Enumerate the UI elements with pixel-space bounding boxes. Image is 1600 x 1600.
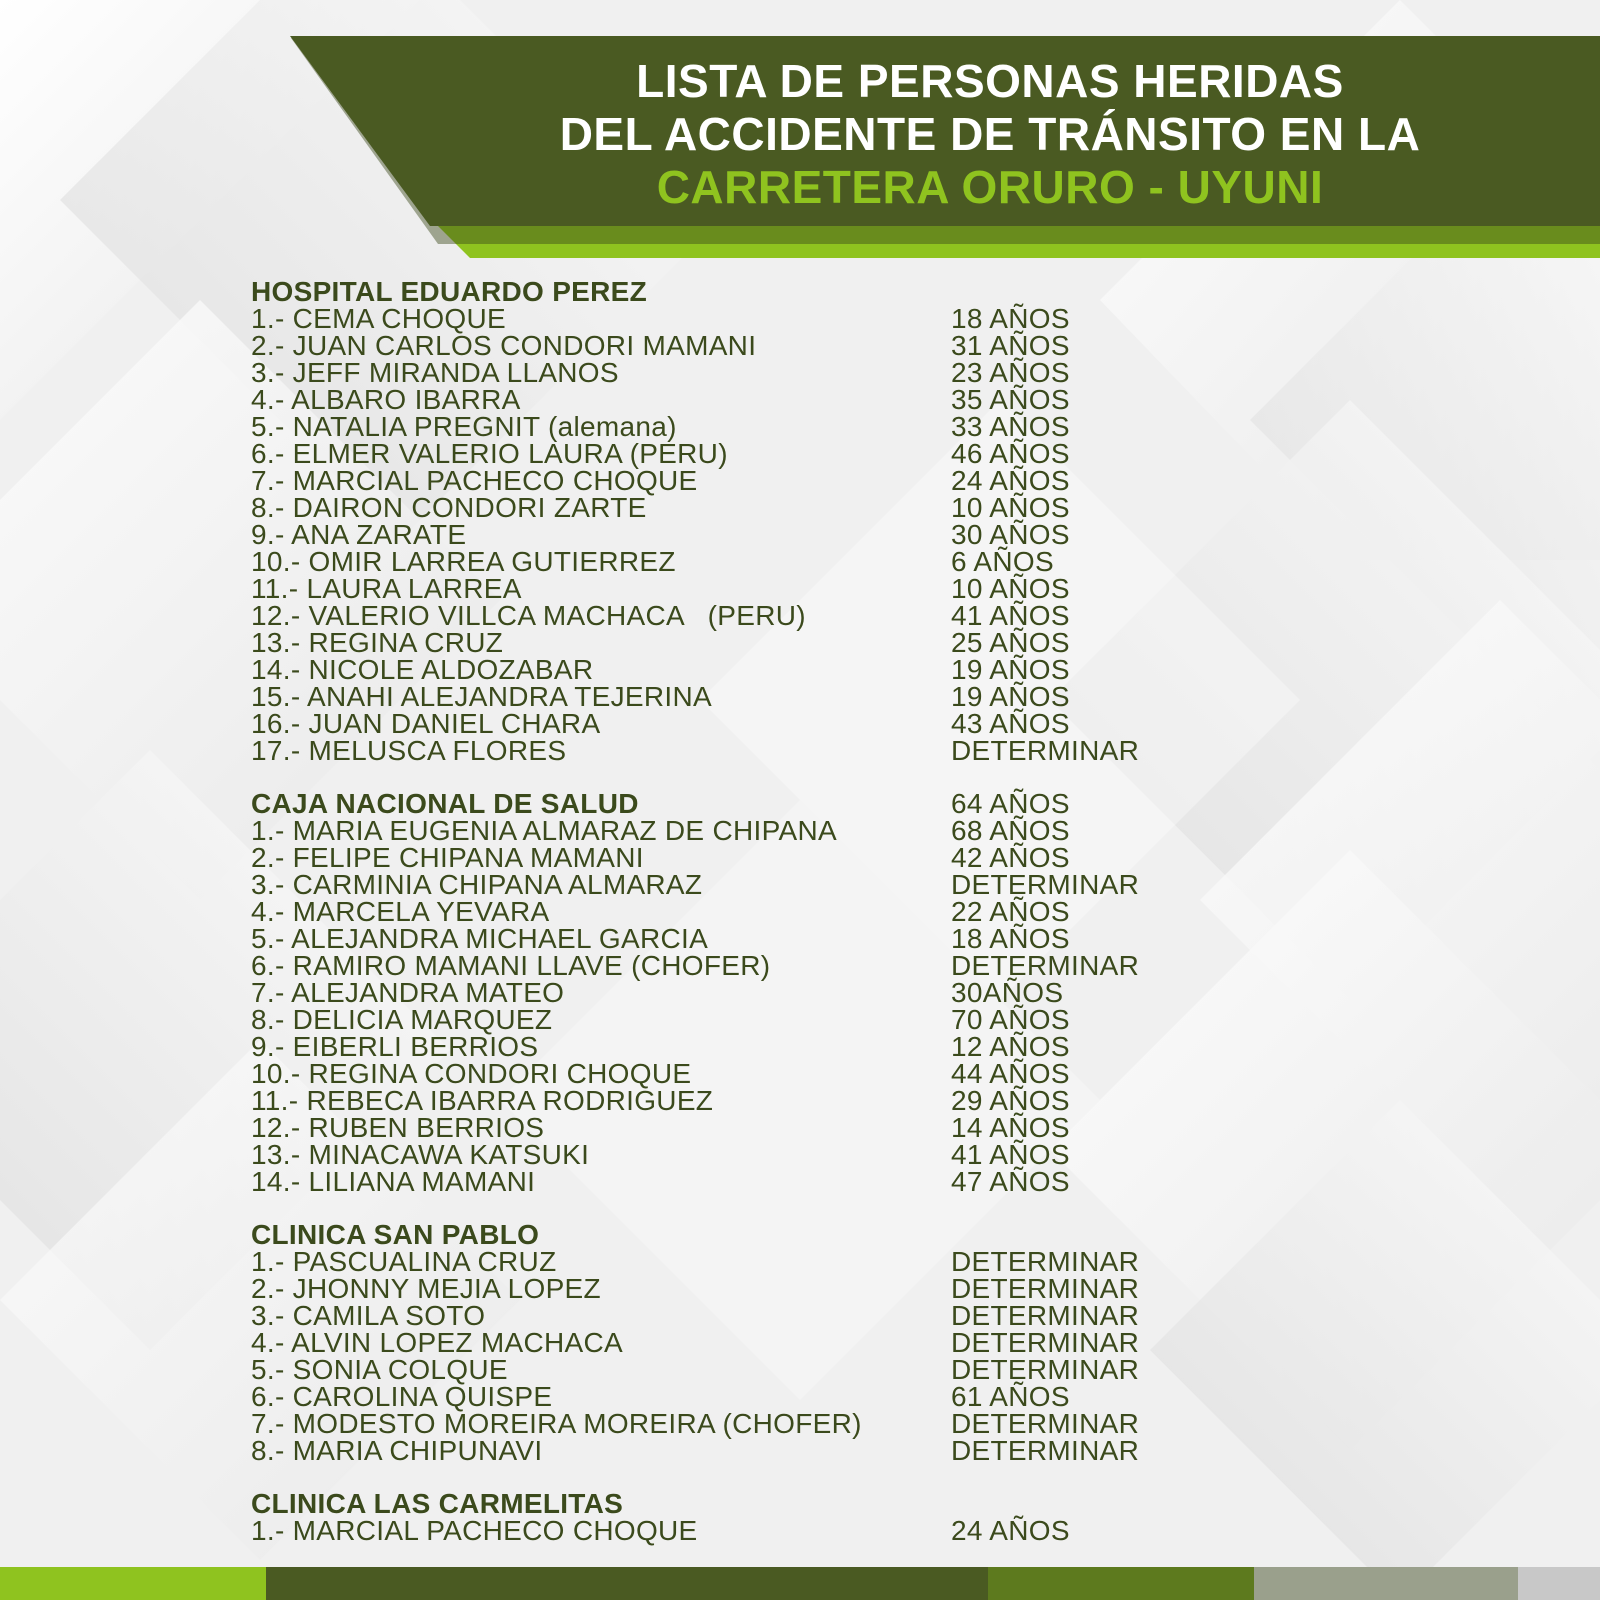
section-title: CLINICA LAS CARMELITAS (251, 1488, 624, 1519)
section-title: HOSPITAL EDUARDO PEREZ (251, 276, 648, 307)
patient-age: 30AÑOS (951, 977, 1064, 1008)
list-item (251, 548, 1251, 575)
page-title (470, 55, 1510, 214)
list-item (251, 1356, 1251, 1383)
patient-name: 7.- ALEJANDRA MATEO (251, 977, 565, 1008)
patient-age: 19 AÑOS (951, 681, 1070, 712)
list-item (251, 1383, 1251, 1410)
list-item (251, 629, 1251, 656)
patient-age: 18 AÑOS (951, 303, 1070, 334)
section-header (251, 1490, 1251, 1517)
patient-name: 17.- MELUSCA FLORES (251, 735, 567, 766)
patient-name: 1.- MARCIAL PACHECO CHOQUE (251, 1515, 698, 1546)
patient-name: 8.- MARIA CHIPUNAVI (251, 1435, 543, 1466)
patient-list (251, 278, 1251, 1570)
section-caja-nacional-de-salud (251, 790, 1251, 1195)
list-item (251, 683, 1251, 710)
patient-age: 24 AÑOS (951, 465, 1070, 496)
list-item (251, 359, 1251, 386)
list-item (251, 575, 1251, 602)
footer-segment-light-gray (1518, 1567, 1600, 1600)
list-item (251, 521, 1251, 548)
list-item (251, 925, 1251, 952)
footer-segment-green (988, 1567, 1254, 1600)
list-item (251, 844, 1251, 871)
section-title: CLINICA SAN PABLO (251, 1219, 540, 1250)
section-header-age: 64 AÑOS (951, 788, 1070, 819)
patient-name: 1.- PASCUALINA CRUZ (251, 1246, 557, 1277)
patient-name: 4.- MARCELA YEVARA (251, 896, 550, 927)
patient-age: 42 AÑOS (951, 842, 1070, 873)
section-header (251, 278, 1251, 305)
patient-age: 43 AÑOS (951, 708, 1070, 739)
patient-age: DETERMINAR (951, 1408, 1140, 1439)
title-line-3: CARRETERA ORURO - UYUNI (656, 161, 1324, 213)
patient-age: 12 AÑOS (951, 1031, 1070, 1062)
patient-name: 8.- DELICIA MARQUEZ (251, 1004, 553, 1035)
patient-name: 5.- ALEJANDRA MICHAEL GARCIA (251, 923, 709, 954)
section-header (251, 790, 1251, 817)
patient-age: 47 AÑOS (951, 1166, 1070, 1197)
list-item (251, 871, 1251, 898)
patient-name: 1.- MARIA EUGENIA ALMARAZ DE CHIPANA (251, 815, 837, 846)
list-item (251, 1060, 1251, 1087)
list-item (251, 1275, 1251, 1302)
list-item (251, 1517, 1251, 1544)
list-item (251, 1033, 1251, 1060)
patient-name: 4.- ALVIN LOPEZ MACHACA (251, 1327, 624, 1358)
patient-name: 13.- MINACAWA KATSUKI (251, 1139, 590, 1170)
patient-name: 11.- LAURA LARREA (251, 573, 522, 604)
list-item (251, 494, 1251, 521)
footer-color-bar (0, 1567, 1600, 1600)
patient-name: 5.- NATALIA PREGNIT (alemana) (251, 411, 677, 442)
list-item (251, 1141, 1251, 1168)
list-item (251, 1114, 1251, 1141)
patient-age: DETERMINAR (951, 869, 1140, 900)
patient-age: 35 AÑOS (951, 384, 1070, 415)
list-item (251, 817, 1251, 844)
patient-age: 68 AÑOS (951, 815, 1070, 846)
patient-name: 8.- DAIRON CONDORI ZARTE (251, 492, 647, 523)
patient-name: 6.- RAMIRO MAMANI LLAVE (CHOFER) (251, 950, 771, 981)
patient-name: 3.- CARMINIA CHIPANA ALMARAZ (251, 869, 703, 900)
section-title: CAJA NACIONAL DE SALUD (251, 788, 639, 819)
patient-age: 6 AÑOS (951, 546, 1054, 577)
title-line-1: LISTA DE PERSONAS HERIDAS (636, 55, 1344, 107)
list-item (251, 1087, 1251, 1114)
patient-name: 14.- LILIANA MAMANI (251, 1166, 536, 1197)
patient-age: 19 AÑOS (951, 654, 1070, 685)
list-item (251, 1437, 1251, 1464)
list-item (251, 1302, 1251, 1329)
patient-name: 2.- FELIPE CHIPANA MAMANI (251, 842, 644, 873)
patient-name: 10.- REGINA CONDORI CHOQUE (251, 1058, 692, 1089)
section-clinica-san-pablo (251, 1221, 1251, 1464)
list-item (251, 952, 1251, 979)
patient-age: DETERMINAR (951, 1246, 1140, 1277)
patient-name: 11.- REBECA IBARRA RODRIGUEZ (251, 1085, 714, 1116)
patient-age: 44 AÑOS (951, 1058, 1070, 1089)
patient-name: 7.- MODESTO MOREIRA MOREIRA (CHOFER) (251, 1408, 862, 1439)
footer-segment-light-green (0, 1567, 266, 1600)
patient-name: 12.- RUBEN BERRIOS (251, 1112, 545, 1143)
list-item (251, 305, 1251, 332)
list-item (251, 737, 1251, 764)
patient-age: 70 AÑOS (951, 1004, 1070, 1035)
patient-name: 6.- ELMER VALERIO LAURA (PERU) (251, 438, 728, 469)
list-item (251, 1248, 1251, 1275)
list-item (251, 332, 1251, 359)
footer-segment-gray (1254, 1567, 1518, 1600)
patient-name: 1.- CEMA CHOQUE (251, 303, 506, 334)
patient-age: 29 AÑOS (951, 1085, 1070, 1116)
patient-age: DETERMINAR (951, 1435, 1140, 1466)
patient-age: 41 AÑOS (951, 600, 1070, 631)
section-header (251, 1221, 1251, 1248)
patient-name: 9.- EIBERLI BERRIOS (251, 1031, 539, 1062)
list-item (251, 413, 1251, 440)
patient-name: 6.- CAROLINA QUISPE (251, 1381, 553, 1412)
list-item (251, 656, 1251, 683)
patient-name: 16.- JUAN DANIEL CHARA (251, 708, 601, 739)
patient-age: DETERMINAR (951, 1354, 1140, 1385)
patient-name: 12.- VALERIO VILLCA MACHACA (PERU) (251, 600, 806, 631)
patient-age: 30 AÑOS (951, 519, 1070, 550)
list-item (251, 1329, 1251, 1356)
patient-age: 25 AÑOS (951, 627, 1070, 658)
list-item (251, 710, 1251, 737)
patient-name: 9.- ANA ZARATE (251, 519, 467, 550)
list-item (251, 1410, 1251, 1437)
patient-age: DETERMINAR (951, 1300, 1140, 1331)
list-item (251, 602, 1251, 629)
patient-age: DETERMINAR (951, 1327, 1140, 1358)
patient-age: 33 AÑOS (951, 411, 1070, 442)
patient-age: DETERMINAR (951, 735, 1140, 766)
patient-age: 23 AÑOS (951, 357, 1070, 388)
patient-age: 41 AÑOS (951, 1139, 1070, 1170)
footer-segment-dark (266, 1567, 988, 1600)
patient-name: 10.- OMIR LARREA GUTIERREZ (251, 546, 676, 577)
patient-age: 24 AÑOS (951, 1515, 1070, 1546)
section-clinica-las-carmelitas (251, 1490, 1251, 1544)
list-item (251, 898, 1251, 925)
patient-name: 2.- JUAN CARLOS CONDORI MAMANI (251, 330, 757, 361)
patient-name: 3.- JEFF MIRANDA LLANOS (251, 357, 619, 388)
patient-name: 5.- SONIA COLQUE (251, 1354, 508, 1385)
list-item (251, 979, 1251, 1006)
list-item (251, 440, 1251, 467)
patient-age: DETERMINAR (951, 950, 1140, 981)
patient-name: 2.- JHONNY MEJIA LOPEZ (251, 1273, 601, 1304)
patient-age: 61 AÑOS (951, 1381, 1070, 1412)
list-item (251, 1168, 1251, 1195)
patient-age: 10 AÑOS (951, 492, 1070, 523)
patient-name: 15.- ANAHI ALEJANDRA TEJERINA (251, 681, 713, 712)
title-line-2: DEL ACCIDENTE DE TRÁNSITO EN LA (559, 108, 1421, 160)
section-hospital-eduardo-perez (251, 278, 1251, 764)
patient-age: 14 AÑOS (951, 1112, 1070, 1143)
patient-age: DETERMINAR (951, 1273, 1140, 1304)
patient-age: 22 AÑOS (951, 896, 1070, 927)
patient-name: 3.- CAMILA SOTO (251, 1300, 486, 1331)
patient-age: 10 AÑOS (951, 573, 1070, 604)
patient-age: 46 AÑOS (951, 438, 1070, 469)
patient-name: 7.- MARCIAL PACHECO CHOQUE (251, 465, 698, 496)
list-item (251, 386, 1251, 413)
list-item (251, 1006, 1251, 1033)
patient-name: 13.- REGINA CRUZ (251, 627, 504, 658)
patient-age: 18 AÑOS (951, 923, 1070, 954)
patient-name: 4.- ALBARO IBARRA (251, 384, 521, 415)
patient-age: 31 AÑOS (951, 330, 1070, 361)
list-item (251, 467, 1251, 494)
patient-name: 14.- NICOLE ALDOZABAR (251, 654, 594, 685)
